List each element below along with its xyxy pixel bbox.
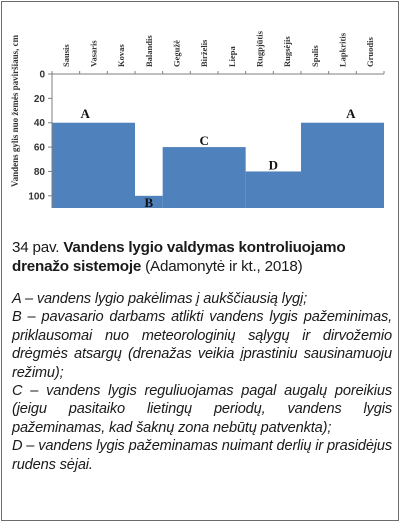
region-label-4: A	[346, 106, 356, 122]
month-label-9: Rugsėjis	[282, 36, 293, 67]
region-label-0: A	[80, 106, 90, 122]
y-tick-label-80: 80	[33, 166, 45, 178]
legend	[12, 290, 392, 474]
region-label-2: C	[199, 133, 209, 148]
legend-item-d: D – vandens lygis pažeminamas nuimant derlių ir prasidėjus rudens sėjai.	[12, 438, 392, 473]
month-label-6: Birželis	[199, 39, 210, 67]
month-label-8: Rugpjūtis	[254, 31, 265, 67]
month-label-10: Spalis	[309, 45, 320, 67]
region-label-1: B	[144, 195, 154, 211]
month-label-4: Balandis	[143, 35, 154, 67]
region-label-3: D	[268, 157, 279, 173]
caption-number: 34 pav.	[12, 239, 60, 256]
area-step-0	[52, 123, 135, 208]
month-label-12: Gruodis	[365, 37, 376, 67]
y-tick-label-40: 40	[33, 118, 45, 130]
y-axis-title: Vandens gylis nuo žemės paviršiaus, cm	[10, 34, 20, 188]
y-tick-label-100: 100	[28, 191, 45, 203]
legend-item-b: B – pavasario darbams atlikti vandens lygis pažeminimas, priklausomai nuo meteorologinių sąlygų ir dirvožemio drėgmės atsargų (drenažas veikia įprastiniu sausinamuoju režimu);	[12, 309, 392, 381]
month-label-2: Vasaris	[88, 40, 99, 67]
legend-item-a: A – vandens lygio pakėlimas į aukščiausią lygį;	[12, 291, 307, 307]
caption-source: (Adamonytė ir kt., 2018)	[145, 258, 303, 275]
legend-item-c: C – vandens lygis reguliuojamas pagal augalų poreikius (jeigu pasitaiko lietingų periodų, vandens lygis pažeminamas, kad šaknų zona nebūtų patvenkta);	[12, 383, 392, 436]
month-label-7: Liepa	[226, 46, 237, 67]
month-label-3: Kovas	[116, 44, 127, 67]
month-label-5: Gegužė	[171, 40, 182, 67]
caption-title: Vandens lygio valdymas kontroliuojamo drenažo sistemoje	[12, 239, 346, 275]
area-step-4	[301, 123, 384, 208]
month-label-11: Lapkritis	[337, 32, 348, 67]
month-label-1: Sausis	[60, 44, 71, 67]
area-step-2	[163, 147, 246, 208]
area-step-3	[246, 171, 301, 208]
y-tick-label-0: 0	[39, 69, 45, 81]
chart-svg	[8, 4, 398, 236]
y-tick-label-20: 20	[33, 93, 45, 105]
y-tick-label-60: 60	[33, 142, 45, 154]
chart	[8, 4, 398, 236]
figure-caption	[12, 238, 392, 276]
